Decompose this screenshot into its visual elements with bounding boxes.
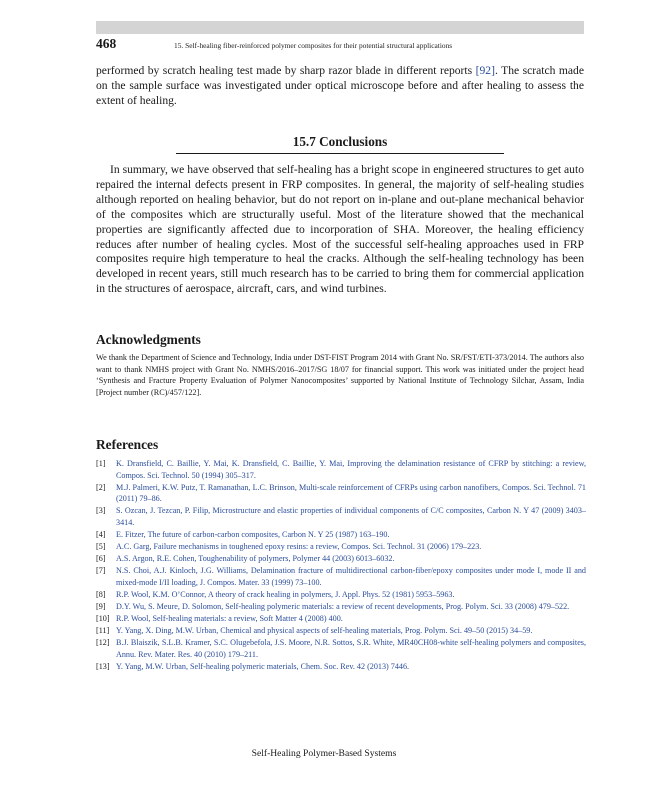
reference-list <box>96 458 586 673</box>
reference-number: [4] <box>96 529 106 539</box>
reference-item <box>96 625 586 637</box>
page-header <box>96 36 584 52</box>
reference-number: [10] <box>96 613 110 623</box>
reference-link[interactable]: R.P. Wool, Self-healing materials: a review, Soft Matter 4 (2008) 400. <box>116 613 343 623</box>
reference-item <box>96 553 586 565</box>
page-footer: Self-Healing Polymer-Based Systems <box>251 748 397 759</box>
reference-item <box>96 458 586 481</box>
section-title: 15.7 Conclusions <box>176 134 504 154</box>
intro-paragraph <box>96 64 584 109</box>
reference-item <box>96 505 586 528</box>
reference-link[interactable]: Y. Yang, M.W. Urban, Self-healing polymeric materials, Chem. Soc. Rev. 42 (2013) 7446. <box>116 661 410 671</box>
reference-item <box>96 541 586 553</box>
reference-link[interactable]: S. Ozcan, J. Tezcan, P. Filip, Microstructure and elastic properties of individual components of C/C composites, Carbon N. Y 47 (2009) 3403–3414. <box>116 506 586 527</box>
conclusions-paragraph: In summary, we have observed that self-healing has a bright scope in engineered structures to get auto repaired the internal defects present in FRP composites. In general, the majority of self-healing studies although reported on healing behavior, but do not report on in-plane and out-plane mechanical behavior of the composites which are structurally useful. Most of the literature showed that the mechanical properties are significantly affected due to incorporation of SHA. Moreover, the healing efficiency reduces after number of healing cycles. Most of the successful self-healing approaches used in FRP composites require high temperature to heal the cracks. Although the self-healing technology has been developed in recent years, still much research has to be carried to bring them for commercial application in the structures of aerospace, aircraft, cars, and wind turbines. <box>96 163 584 296</box>
reference-number: [2] <box>96 482 106 492</box>
header-bar <box>96 21 584 34</box>
reference-link[interactable]: Y. Yang, X. Ding, M.W. Urban, Chemical and physical aspects of self-healing materials, Prog. Polym. Sci. 49–50 (2015) 34–59. <box>116 625 533 635</box>
intro-text-after: . The scratch made on the sample surface was investigated under optical microscope before and after healing to assess the extent of healing. <box>96 64 584 107</box>
reference-item <box>96 601 586 613</box>
reference-number: [1] <box>96 459 106 468</box>
reference-number: [7] <box>96 566 106 576</box>
citation-link-92[interactable]: [92] <box>475 64 495 77</box>
reference-number: [13] <box>96 661 110 671</box>
reference-item <box>96 613 586 625</box>
reference-item <box>96 589 586 601</box>
reference-link[interactable]: R.P. Wool, K.M. O’Connor, A theory of crack healing in polymers, J. Appl. Phys. 52 (1981) 5953–5963. <box>116 589 455 599</box>
acknowledgments-text: We thank the Department of Science and Technology, India under DST-FIST Program 2014 with Grant No. SR/FST/ETI-373/2014. The authors also want to thank NMHS project with Grant No. NMHS/2016–2017/SG 18/07 for financial support. This work was initiated under the project head ‘Synthesis and Fracture Property Evaluation of Polymer Nanocomposites’ supported by National Institute of Technology Silchar, Assam, India [Project number (RC)/457/122]. <box>96 353 584 397</box>
intro-text-before: performed by scratch healing test made by sharp razor blade in different reports <box>96 64 476 77</box>
reference-number: [9] <box>96 601 106 611</box>
reference-number: [5] <box>96 541 106 551</box>
acknowledgments-heading: Acknowledgments <box>96 332 201 347</box>
reference-item <box>96 637 586 660</box>
reference-link[interactable]: M.J. Palmeri, K.W. Putz, T. Ramanathan, L.C. Brinson, Multi-scale reinforcement of CFRPs using carbon nanofibers, Compos. Sci. Technol. 71 (2011) 79–86. <box>116 482 586 504</box>
reference-item <box>96 482 586 505</box>
reference-link[interactable]: A.C. Garg, Failure mechanisms in toughened epoxy resins: a review, Compos. Sci. Technol. 31 (2006) 179–223. <box>116 541 482 551</box>
reference-link[interactable]: N.S. Choi, A.J. Kinloch, J.G. Williams, Delamination fracture of multidirectional carbon-fiber/epoxy composites under mode I, mode II and mixed-mode I/II loading, J. Compos. Mater. 33 (1999) 73–100. <box>116 566 586 587</box>
reference-number: [12] <box>96 638 110 648</box>
page-number: 468 <box>96 36 117 51</box>
reference-link[interactable]: B.J. Blaiszik, S.L.B. Kramer, S.C. Olugebefola, J.S. Moore, N.R. Sottos, S.R. White, MR40CH08-white self-healing polymers and composites, Annu. Rev. Mater. Res. 40 (2010) 179–211. <box>116 638 586 659</box>
reference-link[interactable]: D.Y. Wu, S. Meure, D. Solomon, Self-healing polymeric materials: a review of recent developments, Prog. Polym. Sci. 33 (2008) 479–522. <box>116 601 570 611</box>
reference-link[interactable]: A.S. Argon, R.E. Cohen, Toughenability of polymers, Polymer 44 (2003) 6013–6032. <box>116 553 395 563</box>
reference-link[interactable]: E. Fitzer, The future of carbon-carbon composites, Carbon N. Y 25 (1987) 163–190. <box>116 529 390 539</box>
running-title: 15. Self-healing fiber-reinforced polymer composites for their potential structural applications <box>174 41 453 50</box>
reference-link[interactable]: K. Dransfield, C. Baillie, Y. Mai, K. Dransfield, C. Baillie, Y. Mai, Improving the delamination resistance of CFRP by stitching: a review, Compos. Sci. Technol. 50 (1994) 305–317. <box>116 459 586 480</box>
reference-item <box>96 529 586 541</box>
reference-number: [8] <box>96 589 106 599</box>
references-heading: References <box>96 437 159 452</box>
reference-item <box>96 661 586 673</box>
reference-number: [3] <box>96 506 106 516</box>
reference-number: [6] <box>96 553 106 563</box>
reference-item <box>96 565 586 588</box>
reference-number: [11] <box>96 625 110 635</box>
